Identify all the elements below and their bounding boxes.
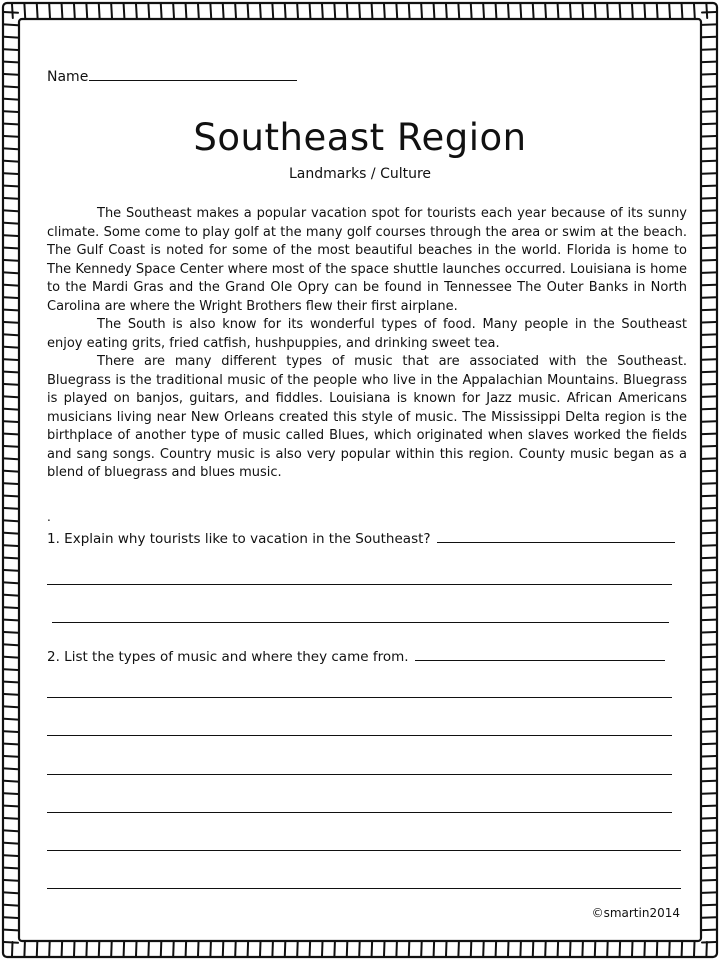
answer-2-inline-line[interactable] xyxy=(415,648,665,661)
question-2 xyxy=(47,648,665,665)
name-field xyxy=(47,68,297,85)
name-blank-line[interactable] xyxy=(89,68,297,81)
answer-2-line[interactable] xyxy=(47,888,681,889)
answer-2-line[interactable] xyxy=(47,850,681,851)
question-1-text: 1. Explain why tourists like to vacation in the Southeast? xyxy=(47,531,431,547)
answer-2-line[interactable] xyxy=(47,774,672,775)
paragraph-food: The South is also know for its wonderful types of food. Many people in the Southeast enjoy eating grits, fried catfish, hushpuppies, and drinking sweet tea. xyxy=(47,317,687,351)
page-subtitle: Landmarks / Culture xyxy=(288,166,432,182)
answer-1-line[interactable] xyxy=(47,584,672,585)
question-1 xyxy=(47,530,675,547)
answer-2-line[interactable] xyxy=(47,735,672,736)
answer-2-line[interactable] xyxy=(47,812,672,813)
stray-mark: . xyxy=(47,510,51,524)
answer-1-inline-line[interactable] xyxy=(437,530,675,543)
reading-passage xyxy=(47,205,687,483)
question-2-text: 2. List the types of music and where they came from. xyxy=(47,649,409,665)
page-title: Southeast Region xyxy=(193,116,527,159)
paragraph-vacation: The Southeast makes a popular vacation spot for tourists each year because of its sunny climate. Some come to play golf at the many golf courses through the area or swim at the beach. The Gulf Coast is noted for some of the most beautiful beaches in the world. Florida is home to The Kennedy Space Center where most of the space shuttle launches occurred. Louisiana is home to the Mardi Gras and the Grand Ole Opry can be found in Tennessee The Outer Banks in North Carolina are where the Wright Brothers flew their first airplane. xyxy=(47,206,687,314)
paragraph-music: There are many different types of music that are associated with the Southeast. Bluegrass is the traditional music of the people who live in the Appalachian Mountains. Bluegrass is played on banjos, guitars, and fiddles. Louisiana is known for Jazz music. African Americans musicians living near New Orleans created this style of music. The Mississippi Delta region is the birthplace of another type of music called Blues, which originated when slaves worked the fields and sang songs. Country music is also very popular within this region. County music began as a blend of bluegrass and blues music. xyxy=(47,354,687,480)
answer-1-line[interactable] xyxy=(52,622,669,623)
answer-2-line[interactable] xyxy=(47,697,672,698)
copyright-notice: ©smartin2014 xyxy=(591,906,680,920)
name-label: Name xyxy=(47,69,89,85)
